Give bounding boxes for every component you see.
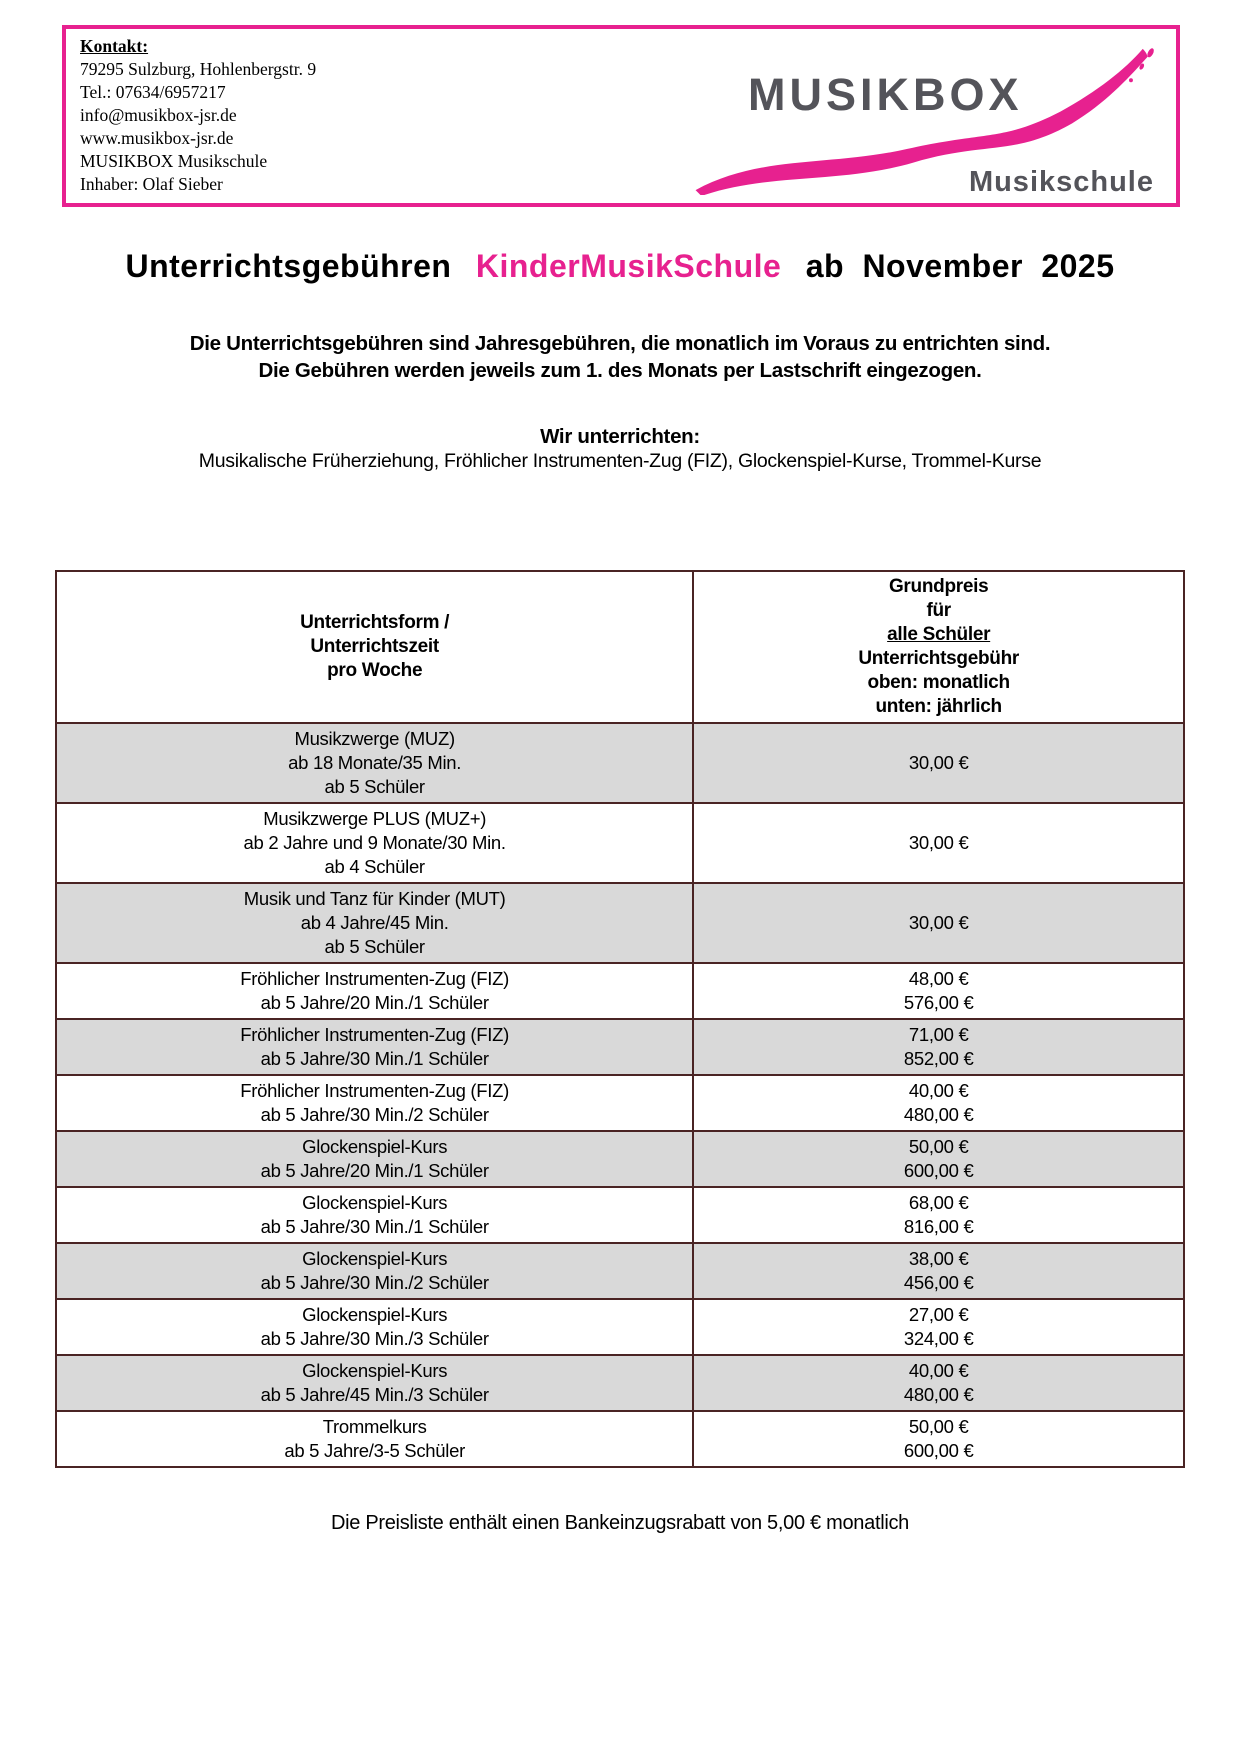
price-value: 30,00 € [908, 832, 969, 853]
header-price-line: unten: jährlich [875, 696, 1002, 717]
header-price-line: Grundpreis [888, 576, 989, 597]
price-value: 50,00 € [908, 1136, 969, 1157]
course-cell [56, 883, 693, 963]
price-value: 71,00 € [908, 1024, 969, 1045]
course-line: Fröhlicher Instrumenten-Zug (FIZ) [240, 968, 509, 989]
course-cell [56, 1019, 693, 1075]
price-table-header [56, 571, 1184, 723]
logo-wordmark: MUSIKBOX [748, 69, 1023, 120]
price-value: 456,00 € [903, 1272, 974, 1293]
contact-owner: Inhaber: Olaf Sieber [80, 174, 223, 194]
course-cell [56, 1187, 693, 1243]
price-cell [693, 723, 1184, 803]
table-row [56, 1355, 1184, 1411]
title-highlight: KinderMusikSchule [475, 248, 782, 284]
price-value: 68,00 € [908, 1192, 969, 1213]
header-course-line: pro Woche [327, 660, 423, 681]
table-row [56, 883, 1184, 963]
contact-website: www.musikbox-jsr.de [80, 128, 234, 148]
course-line: ab 5 Jahre/45 Min./3 Schüler [260, 1384, 489, 1405]
price-value: 30,00 € [908, 752, 969, 773]
course-cell [56, 1131, 693, 1187]
course-line: ab 4 Jahre/45 Min. [300, 912, 449, 933]
price-cell [693, 1019, 1184, 1075]
course-line: Glockenspiel-Kurs [302, 1136, 448, 1157]
course-line: Glockenspiel-Kurs [302, 1192, 448, 1213]
price-value: 40,00 € [908, 1080, 969, 1101]
contact-box [62, 25, 1180, 207]
table-row [56, 723, 1184, 803]
course-line: ab 5 Jahre/30 Min./2 Schüler [260, 1104, 489, 1125]
course-line: ab 5 Schüler [324, 936, 425, 957]
musikbox-logo [670, 29, 1170, 203]
course-line: Fröhlicher Instrumenten-Zug (FIZ) [240, 1024, 509, 1045]
intro-line-1: Die Unterrichtsgebühren sind Jahresgebühren, die monatlich im Voraus zu entrichten sind. [189, 332, 1051, 355]
contact-phone: Tel.: 07634/6957217 [80, 82, 226, 102]
course-line: ab 5 Jahre/3-5 Schüler [284, 1440, 465, 1461]
teaching-heading: Wir unterrichten: [540, 425, 700, 448]
course-cell [56, 1299, 693, 1355]
contact-school: MUSIKBOX Musikschule [80, 151, 268, 171]
table-row [56, 1243, 1184, 1299]
price-value: 27,00 € [908, 1304, 969, 1325]
logo-subtitle: Musikschule [968, 166, 1154, 198]
table-row [56, 1299, 1184, 1355]
course-cell [56, 963, 693, 1019]
intro-line-2: Die Gebühren werden jeweils zum 1. des Monats per Lastschrift eingezogen. [258, 359, 982, 382]
page-title [0, 248, 1240, 285]
header-course-line: Unterrichtsform / [300, 612, 450, 633]
course-line: ab 5 Jahre/20 Min./1 Schüler [260, 1160, 489, 1181]
course-cell [56, 803, 693, 883]
course-line: ab 5 Jahre/30 Min./1 Schüler [260, 1216, 489, 1237]
course-cell [56, 1243, 693, 1299]
table-row [56, 1019, 1184, 1075]
course-line: ab 4 Schüler [324, 856, 425, 877]
header-price-cell [693, 571, 1184, 723]
footer-note: Die Preisliste enthält einen Bankeinzugsrabatt von 5,00 € monatlich [330, 1512, 910, 1534]
course-line: Musikzwerge PLUS (MUZ+) [263, 808, 487, 829]
price-value: 576,00 € [903, 992, 974, 1013]
course-line: ab 18 Monate/35 Min. [288, 752, 462, 773]
course-line: ab 5 Schüler [324, 776, 425, 797]
course-line: Trommelkurs [322, 1416, 427, 1437]
contact-heading: Kontakt: [80, 36, 149, 56]
price-value: 480,00 € [903, 1384, 974, 1405]
price-value: 600,00 € [903, 1440, 974, 1461]
course-line: Glockenspiel-Kurs [302, 1304, 448, 1325]
price-cell [693, 1187, 1184, 1243]
price-cell [693, 1075, 1184, 1131]
course-line: Musikzwerge (MUZ) [294, 728, 455, 749]
price-value: 50,00 € [908, 1416, 969, 1437]
contact-email: info@musikbox-jsr.de [80, 105, 237, 125]
teaching-section [0, 424, 1240, 474]
price-cell [693, 1243, 1184, 1299]
price-value: 48,00 € [908, 968, 969, 989]
header-price-line: oben: monatlich [867, 672, 1010, 693]
table-row [56, 803, 1184, 883]
price-cell [693, 883, 1184, 963]
course-line: Fröhlicher Instrumenten-Zug (FIZ) [240, 1080, 509, 1101]
price-cell [693, 1411, 1184, 1467]
course-line: ab 5 Jahre/30 Min./2 Schüler [260, 1272, 489, 1293]
price-value: 852,00 € [903, 1048, 974, 1069]
price-value: 480,00 € [903, 1104, 974, 1125]
course-cell [56, 1411, 693, 1467]
price-value: 816,00 € [903, 1216, 974, 1237]
price-value: 30,00 € [908, 912, 969, 933]
table-row [56, 1131, 1184, 1187]
contact-address: 79295 Sulzburg, Hohlenbergstr. 9 [80, 59, 317, 79]
header-price-line: alle Schüler [887, 624, 991, 645]
course-line: ab 5 Jahre/30 Min./3 Schüler [260, 1328, 489, 1349]
price-value: 324,00 € [903, 1328, 974, 1349]
course-line: ab 5 Jahre/30 Min./1 Schüler [260, 1048, 489, 1069]
course-cell [56, 723, 693, 803]
course-line: ab 5 Jahre/20 Min./1 Schüler [260, 992, 489, 1013]
price-cell [693, 803, 1184, 883]
title-pre: Unterrichtsgebühren [125, 248, 452, 284]
table-row [56, 1075, 1184, 1131]
header-price-line: Unterrichtsgebühr [858, 648, 1019, 669]
price-cell [693, 1355, 1184, 1411]
price-value: 38,00 € [908, 1248, 969, 1269]
intro-paragraph [0, 330, 1240, 384]
table-row [56, 963, 1184, 1019]
price-cell [693, 1299, 1184, 1355]
header-course-cell [56, 571, 693, 723]
teaching-subjects: Musikalische Früherziehung, Fröhlicher Instrumenten-Zug (FIZ), Glockenspiel-Kurse, Trommel-Kurse [198, 450, 1042, 472]
header-row [56, 571, 1184, 723]
contact-info [80, 35, 316, 196]
header-course-line: Unterrichtszeit [310, 636, 439, 657]
course-cell [56, 1075, 693, 1131]
price-cell [693, 1131, 1184, 1187]
title-post: ab November 2025 [805, 248, 1115, 284]
table-row [56, 1411, 1184, 1467]
price-table [55, 570, 1185, 1468]
header-price-line: für [926, 600, 951, 621]
course-cell [56, 1355, 693, 1411]
price-table-body [56, 723, 1184, 1467]
table-row [56, 1187, 1184, 1243]
course-line: Glockenspiel-Kurs [302, 1248, 448, 1269]
price-value: 600,00 € [903, 1160, 974, 1181]
price-cell [693, 963, 1184, 1019]
course-line: Musik und Tanz für Kinder (MUT) [243, 888, 506, 909]
course-line: Glockenspiel-Kurs [302, 1360, 448, 1381]
price-value: 40,00 € [908, 1360, 969, 1381]
course-line: ab 2 Jahre und 9 Monate/30 Min. [243, 832, 506, 853]
